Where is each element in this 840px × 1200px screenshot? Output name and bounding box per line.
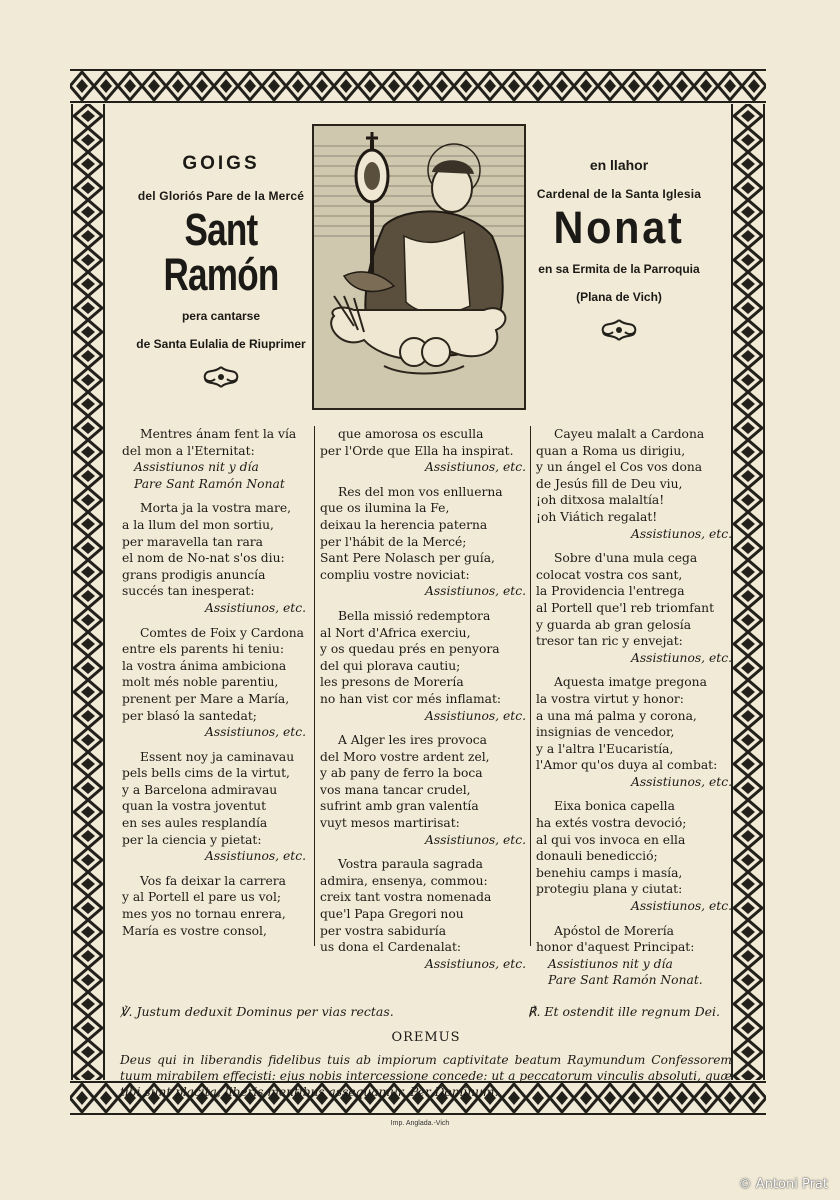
stanza xyxy=(320,856,526,972)
verse-line: ha extés vostra devoció; xyxy=(536,816,687,831)
verse-line: colocat vostra cos sant, xyxy=(536,567,683,582)
verse-line: que'l Papa Gregori nou xyxy=(320,907,464,922)
verse-line: Sobre d'una mula cega xyxy=(554,551,698,566)
stanza xyxy=(122,426,306,492)
prayer-text: Deus qui in liberandis fidelibus tuis ab impiorum captivitate beatum Raymundum Confessorem tuum mirabilem effecisti: ejus nobis intercessione concede: ut a peccatorum vinculis absoluti, quæ tibi sunt placita, liberis mentibus assequamur. Per Dominum. xyxy=(120,1053,732,1099)
stanza xyxy=(122,625,306,741)
verse-line: y a l'altra l'Eucaristía, xyxy=(536,741,674,756)
verse-line: molt més noble parentiu, xyxy=(122,675,279,690)
page-content xyxy=(106,104,732,1099)
verse-line: deixau la herencia paterna xyxy=(320,517,488,532)
verse-line: us dona el Cardenalat: xyxy=(320,940,462,955)
verse-line: honor d'aquest Principat: xyxy=(536,940,695,955)
verse-line: que os ilumina la Fe, xyxy=(320,501,450,516)
verse-line: no han vist cor més inflamat: xyxy=(320,691,502,706)
verse-line: Essent noy ja caminavau xyxy=(140,749,295,764)
fleuron-ornament-left xyxy=(201,365,241,389)
verse-line: tresor tan ric y envejat: xyxy=(536,634,683,649)
saint-engraving xyxy=(314,126,524,408)
verse-line: Assistiunos, etc. xyxy=(424,832,526,847)
verse-line: Mentres ánam fent la vía xyxy=(140,427,297,441)
verse-line: y al Portell el pare us vol; xyxy=(122,890,282,905)
verse-line: protegiu plana y ciutat: xyxy=(536,882,683,897)
verse-line: prenent per Mare a María, xyxy=(122,691,290,706)
header-right-line2: (Plana de Vich) xyxy=(576,290,662,304)
decorative-border-top xyxy=(70,68,766,104)
saint-woodcut-image xyxy=(312,124,526,410)
verse-line: Assistiunos, etc. xyxy=(424,460,526,475)
verse-line: y ab pany de ferro la boca xyxy=(320,766,483,781)
header-left-subtitle: del Gloriós Pare de la Mercé xyxy=(137,189,305,203)
verse-line: compliu vostre noviciat: xyxy=(320,567,470,582)
verses-columns xyxy=(122,426,732,988)
verse-line: entre els parents hi teniu: xyxy=(122,642,284,657)
verse-line: admira, ensenya, commou: xyxy=(320,873,488,888)
verse-line: Assistiunos, etc. xyxy=(204,725,306,740)
oremus-heading: OREMUS xyxy=(391,1030,461,1045)
stanza xyxy=(122,500,306,616)
verse-line: quan a Roma us dirigiu, xyxy=(536,443,686,458)
stanza xyxy=(320,608,526,724)
stanza xyxy=(536,426,732,542)
verse-line: Assistiunos, etc. xyxy=(630,526,732,541)
verse-line: succés tan inesperat: xyxy=(122,584,255,599)
verse-line: Assistiunos, etc. xyxy=(424,708,526,723)
verse-line: Aquesta imatge pregona xyxy=(554,675,707,690)
verse-line: mes yos no tornau enrera, xyxy=(122,907,286,922)
stanza xyxy=(536,550,732,666)
verse-line: per blasó la santedat; xyxy=(122,708,257,723)
fleuron-ornament-right xyxy=(599,318,639,342)
printer-imprint: Imp. Anglada.-Vich xyxy=(390,1120,450,1127)
verse-column-1 xyxy=(122,426,306,946)
verse-line: Assistiunos nit y día xyxy=(134,460,259,475)
verse-line: al Nort d'Africa exerciu, xyxy=(320,625,471,640)
latin-prayer xyxy=(120,1052,732,1100)
verse-line: a la llum del mon sortiu, xyxy=(122,517,274,532)
decorative-border-left xyxy=(70,104,106,1080)
verse-line: les presons de Morería xyxy=(320,675,464,690)
verse-line: benehiu camps i masía, xyxy=(536,865,683,880)
stanza xyxy=(122,749,306,865)
header-left-line2: de Santa Eulalia de Riuprimer xyxy=(136,337,306,351)
verse-line: Bella missió redemptora xyxy=(338,608,491,623)
verse-line: Eixa bonica capella xyxy=(554,799,675,814)
verse-line: Assistiunos nit y día xyxy=(548,956,673,971)
verse-line: grans prodigis anuncía xyxy=(122,567,266,582)
verse-line: en ses aules resplandía xyxy=(122,816,268,831)
verse-line: del mon a l'Eternitat: xyxy=(122,443,255,458)
verse-line: la vostra ánima ambiciona xyxy=(122,658,287,673)
stanza xyxy=(320,732,526,848)
verse-line: la vostra virtut y honor: xyxy=(536,691,684,706)
verse-line: per l'hábit de la Mercé; xyxy=(320,534,467,549)
verse-line: ¡oh ditxosa malaltía! xyxy=(536,493,665,508)
verse-line: Assistiunos, etc. xyxy=(204,600,306,615)
verse-line: insignias de vencedor, xyxy=(536,725,675,740)
verse-line: Morta ja la vostra mare, xyxy=(140,501,292,516)
goigs-title: GOIGS xyxy=(182,153,260,174)
verse-line: Assistiunos, etc. xyxy=(424,956,526,971)
copyright-watermark: © Antoni Prat xyxy=(738,1177,828,1192)
verse-line: creix tant vostra nomenada xyxy=(320,890,492,905)
header-left-line1: pera cantarse xyxy=(181,309,261,323)
verse-line: l'Amor qu'os duya al combat: xyxy=(536,758,718,773)
stanza xyxy=(320,426,526,476)
versicle: ℣. Justum deduxit Dominus per vias rectas. xyxy=(120,1004,394,1019)
verse-line: Sant Pere Nolasch per guía, xyxy=(320,551,495,566)
verse-line: A Alger les ires provoca xyxy=(338,733,487,748)
stanza xyxy=(320,484,526,600)
stanza xyxy=(536,674,732,790)
verse-line: per la ciencia y pietat: xyxy=(122,832,262,847)
header-right-intro: en llahor xyxy=(589,157,649,173)
verse-line: donauli benedicció; xyxy=(536,849,658,864)
verse-line: del qui plorava cautiu; xyxy=(320,658,461,673)
verse-line: del Moro vostre ardent zel, xyxy=(320,749,490,764)
verse-line: y a Barcelona admiravau xyxy=(122,782,278,797)
response: ℟. Et ostendit ille regnum Dei. xyxy=(527,1004,720,1019)
verse-line: de Jesús fill de Deu viu, xyxy=(536,476,683,491)
verse-line: Assistiunos, etc. xyxy=(204,849,306,864)
verse-line: quan la vostra joventut xyxy=(122,799,267,814)
verse-line: y guarda ab gran gelosía xyxy=(536,617,692,632)
header-right-subtitle: Cardenal de la Santa Iglesia xyxy=(536,187,702,201)
verse-line: la Providencia l'entrega xyxy=(536,584,685,599)
verse-line: pels bells cims de la virtut, xyxy=(122,766,290,781)
verse-line: Res del mon vos enlluerna xyxy=(338,484,503,499)
verse-line: a una má palma y corona, xyxy=(536,708,697,723)
verse-line: María es vostre consol, xyxy=(122,923,267,938)
verse-column-3 xyxy=(530,426,732,988)
verse-line: el nom de No-nat s'os diu: xyxy=(122,551,285,566)
header-right xyxy=(514,149,724,342)
verse-line: Pare Sant Ramón Nonat xyxy=(134,476,285,491)
saint-name-left: Sant Ramón xyxy=(163,204,279,300)
verse-line: al Portell que'l reb triomfant xyxy=(536,600,715,615)
decorative-border-right xyxy=(730,104,766,1080)
stanza xyxy=(536,798,732,914)
verse-line: Assistiunos, etc. xyxy=(630,774,732,789)
header-right-line1: en sa Ermita de la Parroquia xyxy=(538,262,700,276)
stanza xyxy=(122,873,306,939)
header-left xyxy=(116,149,326,389)
stanza xyxy=(536,923,732,989)
verse-column-2 xyxy=(314,426,526,971)
verse-line: per l'Orde que Ella ha inspirat. xyxy=(320,443,514,458)
verse-line: que amorosa os esculla xyxy=(338,427,484,441)
verse-line: Assistiunos, etc. xyxy=(630,899,732,914)
verse-line: Pare Sant Ramón Nonat. xyxy=(548,973,703,988)
verse-line: Assistiunos, etc. xyxy=(424,584,526,599)
verse-line: Assistiunos, etc. xyxy=(630,650,732,665)
verse-line: per maravella tan rara xyxy=(122,534,263,549)
saint-name-right: Nonat xyxy=(553,202,685,253)
verse-line: vuyt mesos martirisat: xyxy=(320,816,460,831)
verse-line: Comtes de Foix y Cardona xyxy=(140,625,305,640)
verse-line: Vos fa deixar la carrera xyxy=(140,873,286,888)
verse-line: Cayeu malalt a Cardona xyxy=(554,427,705,441)
verse-line: Apóstol de Morería xyxy=(554,923,675,938)
verse-line: ¡oh Viátich regalat! xyxy=(536,509,658,524)
verse-line: al qui vos invoca en ella xyxy=(536,832,686,847)
verse-line: vos mana tancar crudel, xyxy=(320,782,471,797)
verse-line: sufrint amb gran valentía xyxy=(320,799,479,814)
ornamental-frame xyxy=(70,68,766,1116)
verse-line: y un ángel el Cos vos dona xyxy=(536,460,703,475)
verse-line: Vostra paraula sagrada xyxy=(338,857,483,872)
verse-line: y os quedau prés en penyora xyxy=(320,642,500,657)
verse-line: per vostra sabiduría xyxy=(320,923,447,938)
